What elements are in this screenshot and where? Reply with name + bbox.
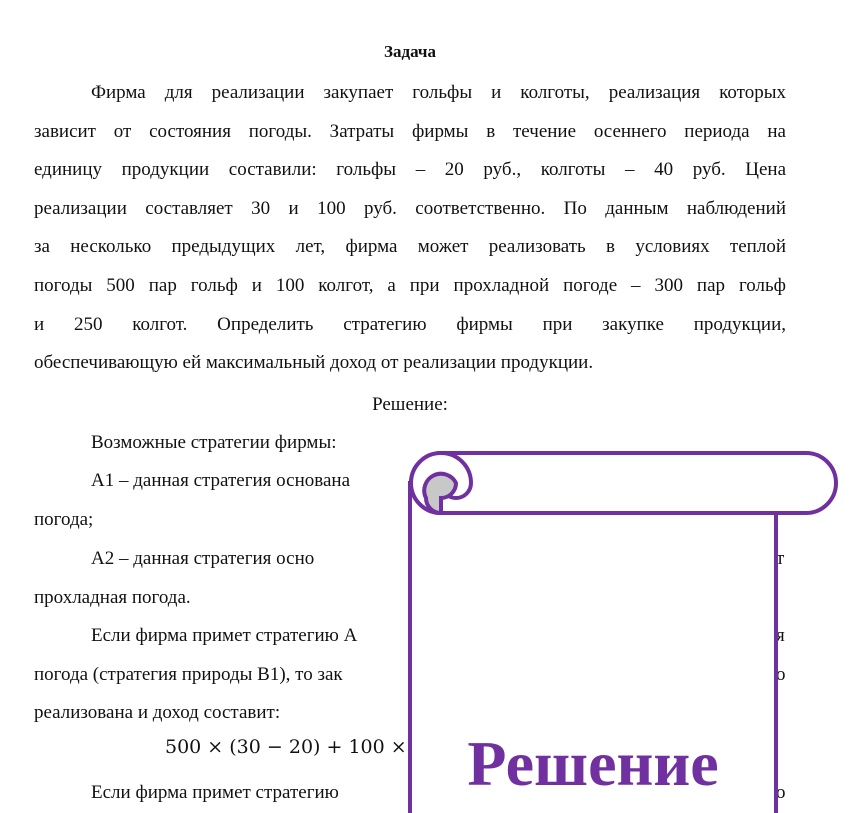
case-one-line: реализована и доход составит: xyxy=(34,702,281,724)
income-formula: 500 × (30 − 20) + 100 × xyxy=(165,736,407,758)
problem-line: обеспечивающую ей максимальный доход от реализации продукции. xyxy=(34,352,594,374)
strategy-a2-tail: т xyxy=(776,548,785,569)
problem-line: и 250 колгот. Определить стратегию фирмы при закупке продукции, xyxy=(34,313,786,335)
strategy-a2-cont: прохладная погода. xyxy=(34,586,191,608)
case-two-line: Если фирма примет стратегию xyxy=(91,782,339,803)
document-title: Задача xyxy=(384,42,436,61)
case-one-tail-2: о xyxy=(776,664,786,685)
strategy-a1-line: А1 – данная стратегия основана xyxy=(91,470,351,491)
strategy-a1-cont: погода; xyxy=(34,508,94,530)
problem-line: Фирма для реализации закупает гольфы и колготы, реализация которых xyxy=(91,82,786,103)
case-one-tail: я xyxy=(776,625,785,646)
scroll-roll xyxy=(411,453,836,513)
case-one-line: Если фирма примет стратегию А xyxy=(91,625,358,646)
case-two-tail: о xyxy=(776,782,786,803)
solution-heading: Решение: xyxy=(372,394,448,415)
strategies-intro-line: Возможные стратегии фирмы: xyxy=(91,432,337,453)
problem-line: реализации составляет 30 и 100 руб. соответственно. По данным наблюдений xyxy=(34,197,786,219)
banner-title: Решение xyxy=(467,728,719,799)
problem-line: за несколько предыдущих лет, фирма может реализовать в условиях теплой xyxy=(34,236,786,258)
strategy-a2-line: А2 – данная стратегия осно xyxy=(91,548,315,569)
case-one-line: погода (стратегия природы В1), то зак xyxy=(34,663,343,685)
problem-line: зависит от состояния погоды. Затраты фирмы в течение осеннего периода на xyxy=(34,120,786,142)
problem-line: погоды 500 пар гольф и 100 колгот, а при прохладной погоде – 300 пар гольф xyxy=(34,274,786,296)
problem-line: единицу продукции составили: гольфы – 20 руб., колготы – 40 руб. Цена xyxy=(34,159,786,181)
